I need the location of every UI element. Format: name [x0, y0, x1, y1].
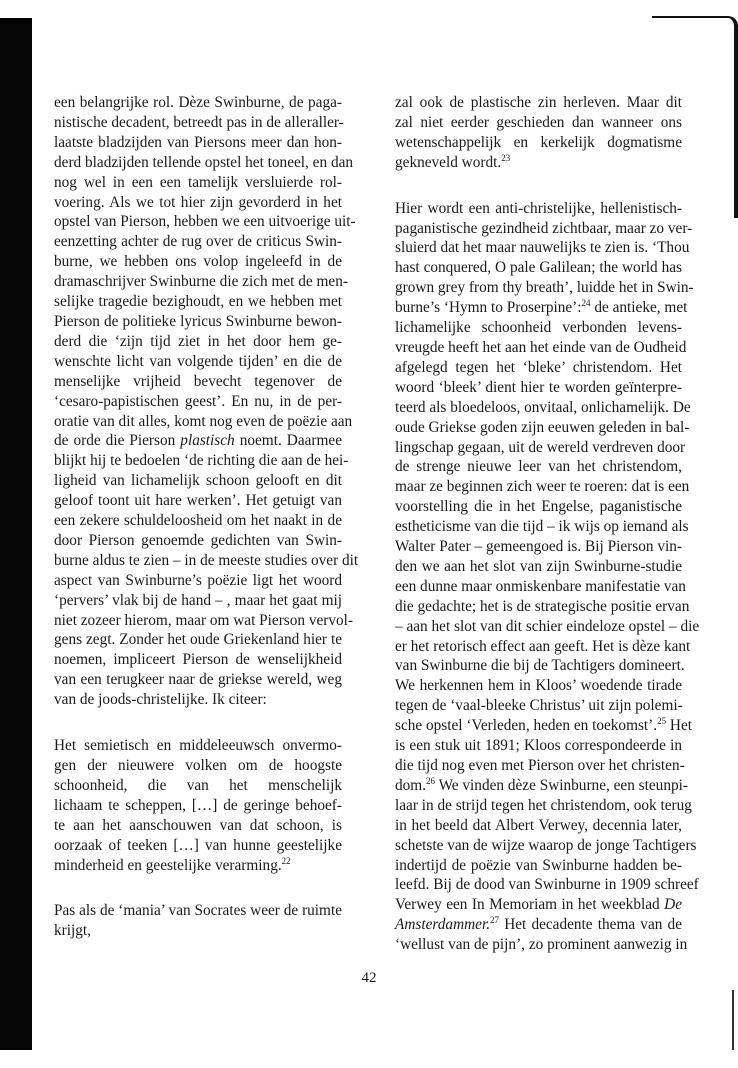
text-fragment: Het: [666, 717, 693, 735]
text-line: derd die ‘zijn tijd ziet in het door hem ge-: [54, 332, 342, 350]
text-line: van de joods-christelijke. Ik citeer:: [54, 691, 267, 709]
quote-line: [395, 153, 682, 173]
quote-line: [54, 856, 342, 876]
scan-page-edge: [732, 990, 734, 1050]
quote-line: zal ook de plastische zin herleven. Maar dit: [395, 94, 682, 111]
text-line: lichamelijke schoonheid verbonden levens-: [395, 319, 682, 337]
footnote-ref[interactable]: 24: [581, 298, 591, 309]
italic-title: Amsterdammer.: [395, 916, 491, 934]
text-line: nog wel in een een tamelijk versluierde rol-: [54, 173, 342, 191]
text-fragment: We vinden dèze Swinburne, een steunpi-: [435, 776, 688, 794]
quote-line: schoonheid, die van het menschelijk: [54, 776, 342, 794]
text-line: afgelegd tegen het ‘bleke’ christendom. Het: [395, 358, 682, 376]
text-fragment: de antieke, met: [590, 299, 688, 317]
text-line: ‘pervers’ vlak bij de hand – , maar het gaat mij: [54, 591, 342, 609]
text-line: derd bladzijden tellende opstel het toneel, en dan: [54, 153, 354, 171]
scan-binding-shadow: [0, 18, 32, 1050]
text-line: van Swinburne die bij de Tachtigers domineert.: [395, 657, 685, 675]
text-line: niet zozeer hierom, maar om wat Pierson vervol-: [54, 611, 354, 629]
quote-line: oorzaak of teeken […] van hunne geestelijke: [54, 836, 342, 854]
quote-line: te aan het aanschouwen van dat schoon, is: [54, 816, 342, 834]
text-line: [395, 915, 682, 935]
text-line: Pas als de ‘mania’ van Socrates weer de ruimte: [54, 902, 342, 920]
text-line: van een terugkeer naar de griekse wereld, weg: [54, 671, 342, 689]
text-line: schetste van de wijze waarop de jonge Tachtigers: [395, 836, 697, 854]
text-line: Walter Pater – gemeengoed is. Bij Pierson vin-: [395, 538, 682, 556]
text-line: er het retorisch effect aan geeft. Het is dèze kant: [395, 637, 691, 655]
footnote-ref[interactable]: 26: [426, 775, 436, 786]
text-line: grown grey from thy breath’, luidde het in Swin-: [395, 279, 694, 297]
text-line: opstel van Pierson, hebben we een uitvoerige uit-: [54, 213, 356, 231]
text-line: ‘cesaro-papistischen geest’. En nu, in de per-: [54, 392, 342, 410]
footnote-ref[interactable]: 25: [657, 716, 667, 727]
quote-line: Het semietisch en middeleeuwsch onvermo-: [54, 737, 342, 755]
text-line: noemen, impliceert Pierson de wenselijkheid: [54, 651, 342, 669]
text-line: aspect van Swinburne’s poëzie ligt het woord: [54, 571, 342, 589]
text-line: [395, 895, 682, 915]
text-line: blijkt hij te bedoelen ‘de richting die aan de hei-: [54, 452, 349, 470]
text-line: voering. Als we tot hier zijn gevorderd in het: [54, 193, 342, 211]
text-line: de strenge nieuwe leer van het christendom,: [395, 458, 682, 476]
block-quote: [395, 93, 682, 173]
text-line: gens zegt. Zonder het oude Griekenland hier te: [54, 631, 342, 649]
text-fragment: dom.: [395, 776, 427, 794]
text-line: in het beeld dat Albert Verwey, decennia later,: [395, 816, 682, 834]
footnote-ref[interactable]: 23: [501, 152, 511, 163]
text-line: wenschte licht van volgende tijden’ en die de: [54, 352, 342, 370]
text-line: vreugde heeft het aan het einde van de Oudheid: [395, 338, 687, 356]
text-line: die gedachte; het is de strategische positie ervan: [395, 597, 690, 615]
text-line: burne aldus te zien – in de meeste studies over dit: [54, 551, 359, 569]
text-fragment: Verwey een In Memoriam in het weekblad: [395, 896, 665, 914]
text-line: estheticisme van die tijd – ik wijs op iemand als: [395, 518, 689, 536]
text-fragment: sche opstel ‘Verleden, heden en toekomst’.: [395, 717, 658, 735]
page-number: 42: [361, 970, 377, 986]
text-fragment: de orde die Pierson: [54, 432, 181, 450]
text-line: eenzetting achter de rug over de criticus Swin-: [54, 233, 342, 251]
text-line: oude Griekse goden zijn eeuwen geleden in bal-: [395, 418, 690, 436]
text-line: We herkennen hem in Kloos’ woedende tirade: [395, 677, 682, 695]
text-fragment: gekneveld wordt.: [395, 153, 502, 171]
text-fragment: minderheid en geestelijke verarming.: [54, 856, 282, 874]
text-line: selijke tragedie bezighoudt, en we hebben met: [54, 293, 342, 311]
text-line: door Pierson genoemde gedichten van Swin-: [54, 531, 342, 549]
text-line: die tijd nog even met Pierson over het christen-: [395, 757, 685, 774]
paragraph: [395, 199, 700, 955]
text-line: [395, 298, 688, 318]
text-line: leefd. Bij de dood van Swinburne in 1909 schreef: [395, 876, 699, 894]
text-line: indertijd de poëzie van Swinburne hadden be-: [395, 856, 682, 874]
text-line: Pierson de politieke lyricus Swinburne bewon-: [54, 312, 342, 330]
text-line: [395, 775, 688, 796]
text-line: laar in de strijd tegen het christendom, ook terug: [395, 796, 692, 814]
text-line: oratie van dit alles, komt nog even de poëzie aan: [54, 412, 353, 430]
text-line: teerd als bloedeloos, onvitaal, onlichamelijk. De: [395, 398, 691, 416]
text-line: lingschap gegaan, uit de wereld verdreven door: [395, 438, 686, 456]
text-line: den we aan het slot van zijn Swinburne-studie: [395, 557, 682, 575]
text-line: ‘wellust van de pijn’, zo prominent aanwezig in: [395, 936, 688, 954]
footnote-ref[interactable]: 27: [490, 915, 500, 926]
italic-term: plastisch: [180, 432, 235, 450]
text-line: geloof toont uit hare werken’. Het getuigt van: [54, 492, 342, 510]
text-line: voorstelling die in het Engelse, paganistische: [395, 498, 682, 516]
text-fragment: noemt. Daarmee: [234, 432, 342, 450]
footnote-ref[interactable]: 22: [281, 855, 291, 866]
spacer: [54, 710, 342, 730]
quote-line: zal niet eerder geschieden dan wanneer ons: [395, 113, 682, 131]
quote-line: gen der nieuwere volken om de hoogste: [54, 757, 342, 774]
text-line: een belangrijke rol. Dèze Swinburne, de paga-: [54, 94, 342, 111]
text-line: laatste bladzijden van Piersons meer dan hon-: [54, 133, 342, 151]
left-column: [54, 93, 359, 941]
text-line: sluierd dat het maar nauwelijks te zien is. ‘Thou: [395, 239, 690, 257]
spacer: [395, 173, 682, 193]
paragraph: [54, 93, 359, 710]
text-line: tegen de ‘vaal-bleeke Christus’ uit zijn polemi-: [395, 697, 683, 715]
text-fragment: Het decadente thema van de: [499, 916, 682, 934]
block-quote: [54, 736, 342, 875]
text-line: krijgt,: [54, 922, 91, 940]
right-column: [395, 93, 700, 955]
text-line: Hier wordt een anti-christelijke, hellenistisch-: [395, 199, 682, 217]
text-line: een dunne maar onmiskenbare manifestatie van: [395, 577, 686, 595]
text-line: menselijke vrijheid bevecht tegenover de: [54, 372, 342, 390]
text-line: [54, 431, 342, 451]
text-fragment: burne’s ‘Hymn to Proserpine’:: [395, 299, 582, 317]
quote-line: lichaam te scheppen, […] de geringe behoef-: [54, 796, 342, 814]
text-line: een zekere schuldeloosheid om het naakt in de: [54, 512, 342, 530]
paragraph: [54, 901, 342, 941]
text-line: dramaschrijver Swinburne die zich met de men-: [54, 273, 348, 291]
text-line: ligheid van lichamelijk schoon gelooft en dit: [54, 472, 342, 490]
text-line: burne, we hebben ons volop ingeleefd in de: [54, 253, 342, 271]
text-line: [395, 716, 693, 736]
text-line: maar ze beginnen zich weer te roeren: dat is een: [395, 478, 690, 496]
text-line: woord ‘bleek’ dient hier te worden geïnterpre-: [395, 378, 682, 396]
text-line: is een stuk uit 1891; Kloos correspondeerde in: [395, 737, 682, 755]
text-line: paganistische gezindheid zichtbaar, maar zo ver-: [395, 219, 693, 237]
text-line: nistische decadent, betreedt pas in de alleraller-: [54, 113, 344, 131]
text-line: hast conquered, O pale Galilean; the world has: [395, 259, 682, 277]
quote-line: wetenschappelijk en kerkelijk dogmatisme: [395, 133, 682, 151]
text-line: – aan het slot van dit schier eindeloze opstel – die: [395, 617, 700, 635]
spacer: [54, 875, 342, 895]
italic-title: De: [664, 896, 682, 914]
